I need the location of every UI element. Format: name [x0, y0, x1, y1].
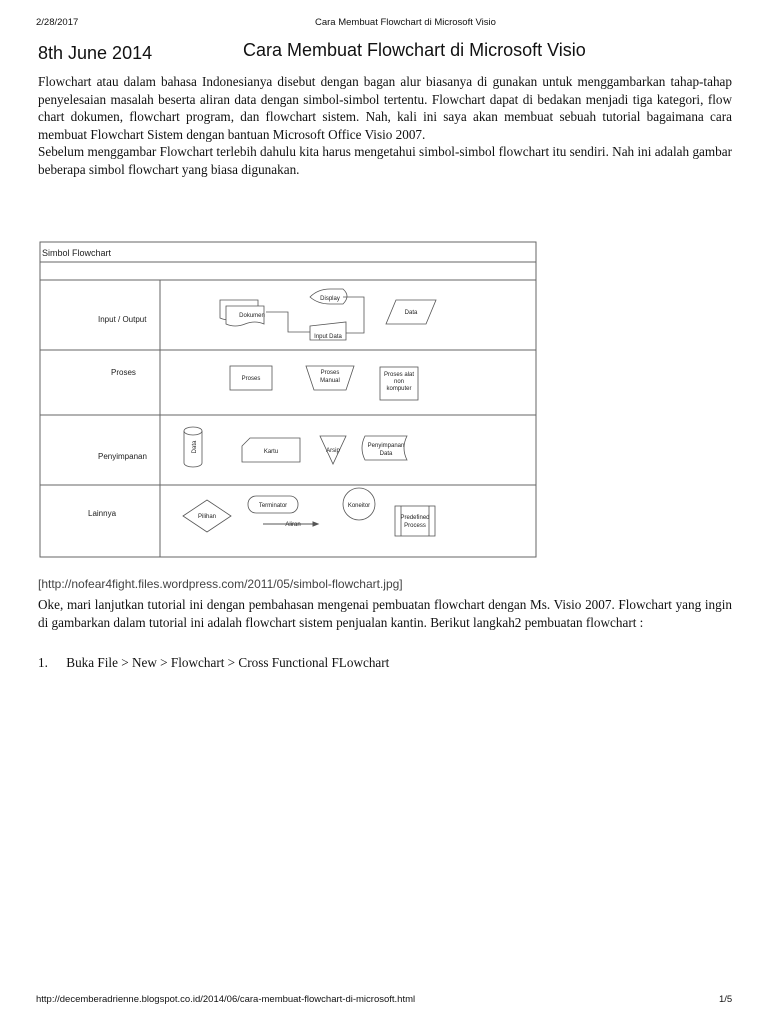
- step-text: Buka File > New > Flowchart > Cross Functional FLowchart: [66, 655, 390, 670]
- symbol-konektor: Koneitor: [347, 503, 371, 509]
- row-label-lainnya: Lainnya: [88, 509, 117, 518]
- paragraph-1: Flowchart atau dalam bahasa Indonesianya disebut dengan bagan alur biasanya di gunakan untuk menggambarkan tahap-tahap penyelesaian masalah beserta aliran data dengan simbol-simbol tertentu. Flowchart dapat di bedakan menjadi tiga kategori, flow chart dokumen, flowchart program, dan flowchart sistem. Nah, kali ini saya akan membuat sebuah tutorial bagaimana cara membuat Flowchart Sistem dengan bantuan Microsoft Office Visio 2007.: [38, 74, 732, 142]
- symbol-input-data: Input Data: [314, 334, 342, 340]
- paragraph-2: Sebelum menggambar Flowchart terlebih dahulu kita harus mengetahui simbol-simbol flowchart itu sendiri. Nah ini adalah gambar beberapa simbol flowchart yang biasa digunakan.: [38, 144, 732, 177]
- symbol-aliran: Aliran: [285, 522, 301, 528]
- symbol-disk: Data: [192, 440, 198, 454]
- paragraph-3: Oke, mari lanjutkan tutorial ini dengan pembahasan mengenai pembuatan flowchart dengan Ms. Visio 2007. Flowchart yang ingin di gambarkan dalam tutorial ini adalah flowchart sistem penjualan kantin. Berikut langkah2 pembuatan flowchart :: [38, 597, 732, 630]
- row-label-penyimpanan: Penyimpanan: [98, 452, 147, 461]
- symbol-predefined-2: Process: [404, 523, 426, 529]
- post-title[interactable]: Cara Membuat Flowchart di Microsoft Visio: [243, 40, 586, 60]
- symbol-pilihan: Pilihan: [197, 514, 217, 520]
- row-label-proses: Proses: [111, 368, 136, 377]
- symbol-display: Display: [320, 296, 340, 302]
- step-number: 1.: [38, 655, 48, 670]
- table-title: Simbol Flowchart: [42, 248, 112, 258]
- symbol-data: Data: [404, 310, 418, 316]
- symbol-penyimpanan-data-2: Data: [379, 451, 393, 457]
- symbol-non-komputer: Proses alat: [383, 372, 415, 378]
- symbol-kartu: Kartu: [263, 449, 279, 455]
- post-date: 8th June 2014: [38, 43, 153, 63]
- footer-url: http://decemberadrienne.blogspot.co.id/2014/06/cara-membuat-flowchart-di-microsoft.html: [36, 994, 416, 1005]
- symbol-terminator: Terminator: [258, 503, 288, 509]
- row-label-io: Input / Output: [98, 315, 147, 324]
- symbol-proses-manual: Proses: [320, 370, 340, 376]
- symbol-dokumen: Dokumen: [239, 313, 265, 319]
- image-source-link[interactable]: [http://nofear4fight.files.wordpress.com/2011/05/simbol-flowchart.jpg]: [38, 577, 403, 591]
- print-title: Cara Membuat Flowchart di Microsoft Visio: [315, 17, 496, 28]
- flowchart-symbols-figure: [38, 240, 538, 560]
- symbol-proses: Proses: [241, 376, 261, 382]
- symbol-predefined: Predefined: [400, 515, 430, 521]
- intro-text: [38, 73, 732, 178]
- symbol-non-komputer-2: non: [393, 379, 405, 385]
- print-date: 2/28/2017: [36, 17, 79, 28]
- symbol-arsip: Arsip: [326, 448, 340, 454]
- symbol-proses-manual-2: Manual: [320, 378, 340, 384]
- step-1: [38, 655, 389, 671]
- symbol-non-komputer-3: komputer: [386, 386, 412, 392]
- symbol-penyimpanan-data: Penyimpanan: [367, 443, 405, 449]
- page-number: 1/5: [719, 994, 733, 1005]
